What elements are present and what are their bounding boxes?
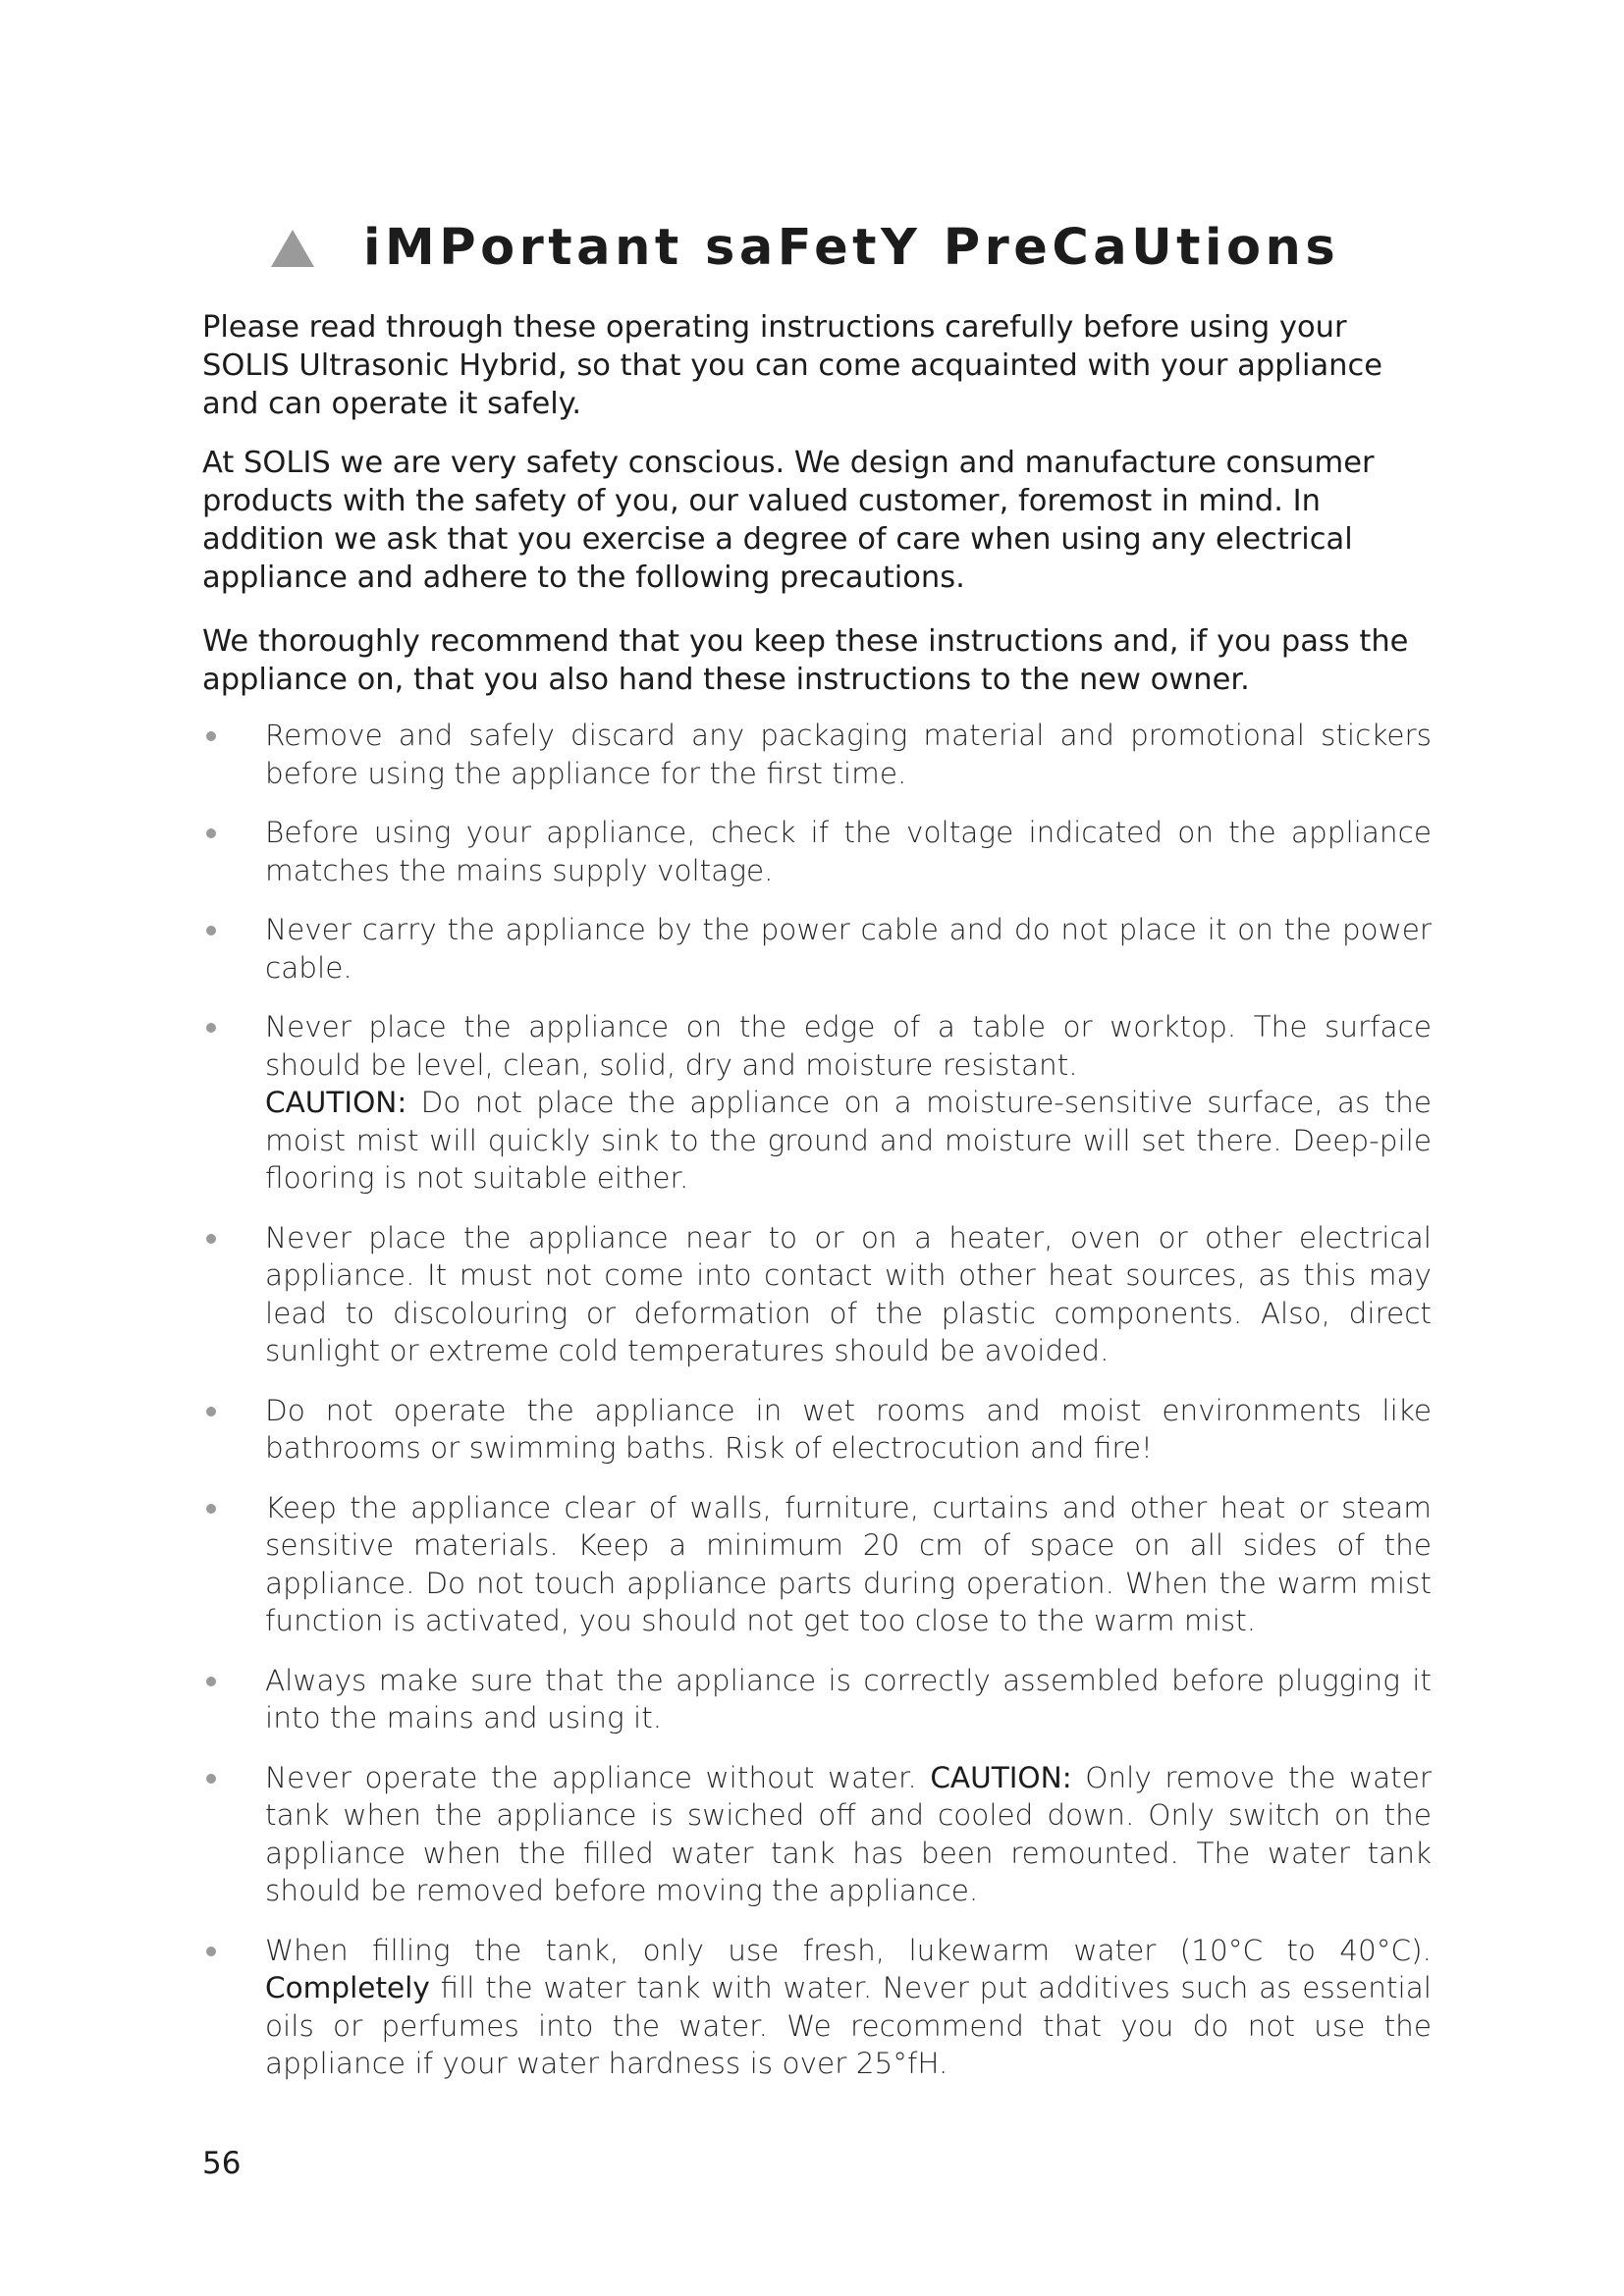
list-item-text: Always make sure that the appliance is correctly assembled before plugging it into the mains and using it. xyxy=(265,1663,1432,1735)
list-item xyxy=(202,1008,1432,1198)
list-item xyxy=(202,717,1432,792)
bullet-dot-icon xyxy=(206,1504,216,1514)
page-number: 56 xyxy=(202,2146,242,2181)
caution-label: CAUTION: xyxy=(265,1086,407,1119)
bullet-dot-icon xyxy=(206,828,216,838)
list-item xyxy=(202,1392,1432,1468)
bullet-dot-icon xyxy=(206,1407,216,1416)
list-item xyxy=(202,1932,1432,2083)
list-item xyxy=(202,911,1432,987)
list-item-text: When filling the tank, only use fresh, lukewarm water (10°C to 40°C). xyxy=(265,1933,1432,1967)
intro-paragraph: Please read through these operating instructions carefully before using your SOLIS Ultrasonic Hybrid, so that you can come acquainted with your appliance and can operate it safely. xyxy=(202,310,1383,421)
page-title: iMPortant saFetY PreCaUtions xyxy=(363,219,1340,277)
intro-paragraph: We thoroughly recommend that you keep these instructions and, if you pass the appliance on, that you also hand these instructions to the new owner. xyxy=(202,624,1409,697)
section-header xyxy=(267,214,1445,283)
bullet-dot-icon xyxy=(206,1023,216,1033)
list-item xyxy=(202,1489,1432,1640)
list-item-text: Never carry the appliance by the power cable and do not place it on the power cable. xyxy=(265,913,1432,985)
caution-label: CAUTION: xyxy=(930,1760,1072,1794)
caution-text: Only remove the water tank when the appliance is swiched off and cooled down. Only switch on the appliance when the filled water tank has been remounted. The water tank should be removed before moving the appliance. xyxy=(265,1760,1432,1907)
bullet-dot-icon xyxy=(206,1774,216,1784)
list-item xyxy=(202,1662,1432,1737)
bullet-dot-icon xyxy=(206,1234,216,1244)
list-item-text: Remove and safely discard any packaging material and promotional stickers before using the appliance for the first time. xyxy=(265,719,1432,790)
bullet-dot-icon xyxy=(206,1677,216,1686)
list-item-text-continued: fill the water tank with water. Never put additives such as essential oils or perfumes into the water. We recommend that you do not use the appliance if your water hardness is over 25°fH. xyxy=(265,1971,1432,2080)
list-item-text: Do not operate the appliance in wet rooms and moist environments like bathrooms or swimming baths. Risk of electrocution and fire! xyxy=(265,1393,1432,1465)
warning-triangle-icon xyxy=(269,228,316,269)
caution-text: Do not place the appliance on a moisture-sensitive surface, as the moist mist will quickly sink to the ground and moisture will set there. Deep-pile flooring is not suitable either. xyxy=(265,1086,1432,1195)
list-item-text: Before using your appliance, check if the voltage indicated on the appliance matches the mains supply voltage. xyxy=(265,816,1432,887)
list-item-text: Never place the appliance on the edge of a table or worktop. The surface should be level, clean, solid, dry and moisture resistant. xyxy=(265,1010,1432,1082)
emphasis-text: Completely xyxy=(265,1971,430,2004)
list-item-text: Never place the appliance near to or on a heater, oven or other electrical appliance. It must not come into contact with other heat sources, as this may lead to discolouring or deformation of the plastic components. Also, direct sunlight or extreme cold temperatures should be avoided. xyxy=(265,1220,1432,1367)
list-item-text: Never operate the appliance without water. xyxy=(265,1760,931,1794)
list-item-text: Keep the appliance clear of walls, furniture, curtains and other heat or steam sensitive materials. Keep a minimum 20 cm of space on all sides of the appliance. Do not touch appliance parts during operation. When the warm mist function is activated, you should not get too close to the warm mist. xyxy=(265,1490,1432,1637)
list-item xyxy=(202,1759,1432,1910)
list-item xyxy=(202,814,1432,889)
bullet-dot-icon xyxy=(206,926,216,935)
bullet-dot-icon xyxy=(206,1947,216,1956)
list-item xyxy=(202,1219,1432,1370)
safety-list xyxy=(202,717,1432,2105)
intro-paragraph: At SOLIS we are very safety conscious. We design and manufacture consumer products with the safety of you, our valued customer, foremost in mind. In addition we ask that you exercise a degree of care when using any electrical appliance and adhere to the following precautions. xyxy=(202,446,1375,595)
bullet-dot-icon xyxy=(206,731,216,741)
